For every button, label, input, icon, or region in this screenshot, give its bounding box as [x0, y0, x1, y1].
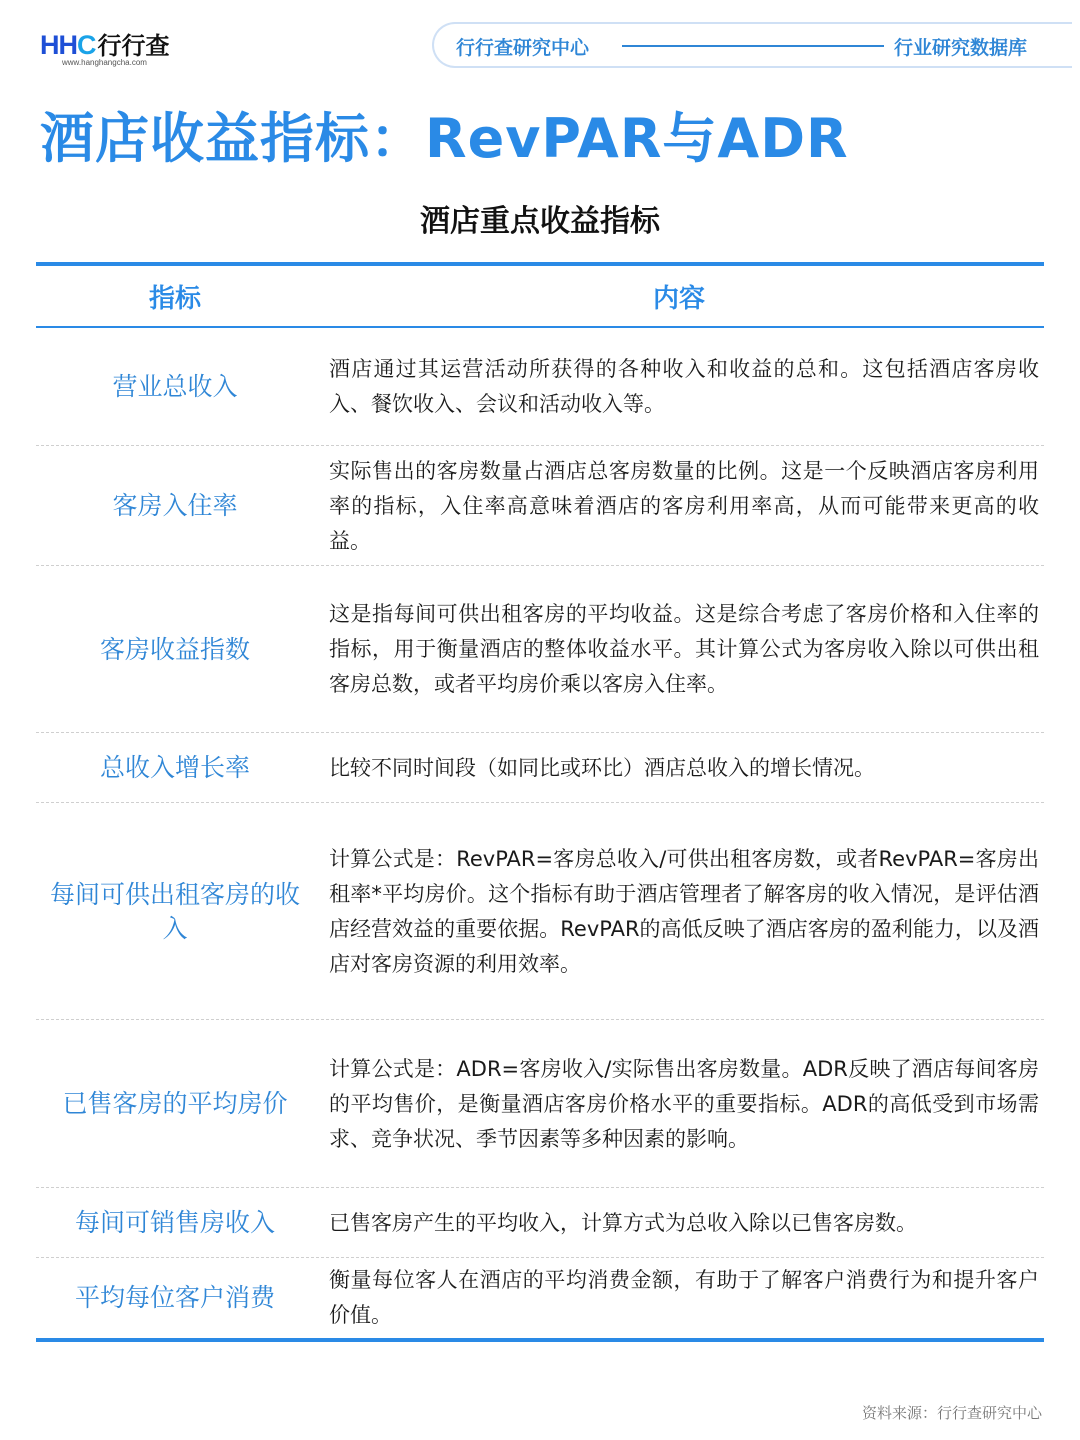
- metric-name: 营业总收入: [112, 372, 238, 401]
- metric-name: 总收入增长率: [99, 753, 250, 782]
- logo-mark: HHC: [40, 30, 96, 60]
- logo: [40, 26, 220, 72]
- logo-name: 行行查: [97, 32, 170, 60]
- header-content: 内容: [652, 284, 705, 314]
- table-row: [36, 328, 1044, 446]
- table-row: [36, 1188, 1044, 1258]
- metric-name: 每间可供出租客房的收入: [49, 879, 300, 943]
- metric-content: 实际售出的客房数量占酒店总客房数量的比例。这是一个反映酒店客房利用率的指标，入住率高意味着酒店的客房利用率高，从而可能带来更高的收益。: [329, 458, 1039, 553]
- metric-content: 计算公式是：ADR=客房收入/实际售出客房数量。ADR反映了酒店每间客房的平均售价，是衡量酒店客房价格水平的重要指标。ADR的高低受到市场需求、竞争状况、季节因素等多种因素的影响。: [329, 1056, 1039, 1151]
- metric-name: 已售客房的平均房价: [62, 1089, 288, 1118]
- header-metric: 指标: [148, 284, 201, 314]
- table-row: [36, 446, 1044, 566]
- table-row: [36, 803, 1044, 1020]
- table-row: [36, 566, 1044, 733]
- metric-name: 平均每位客户消费: [74, 1283, 275, 1312]
- logo-url: www.hanghangcha.com: [62, 58, 147, 67]
- source-note: 资料来源：行行查研究中心: [861, 1404, 1042, 1422]
- header-right-label: 行业研究数据库: [894, 37, 1028, 59]
- header-divider: [622, 45, 884, 47]
- metric-content: 比较不同时间段（如同比或环比）酒店总收入的增长情况。: [329, 755, 875, 780]
- header-left-label: 行行查研究中心: [456, 37, 590, 59]
- table-row: [36, 1020, 1044, 1188]
- metric-content: 这是指每间可供出租客房的平均收益。这是综合考虑了客房价格和入住率的指标，用于衡量酒店的整体收益水平。其计算公式为客房收入除以可供出租客房总数，或者平均房价乘以客房入住率。: [329, 602, 1039, 696]
- metric-name: 客房入住率: [112, 491, 238, 520]
- table-row: [36, 1258, 1044, 1338]
- metric-content: 已售客房产生的平均收入，计算方式为总收入除以已售客房数。: [329, 1210, 917, 1235]
- table-row: [36, 733, 1044, 803]
- table-header: [36, 266, 1044, 326]
- metric-name: 客房收益指数: [99, 634, 250, 664]
- metric-content: 计算公式是：RevPAR=客房总收入/可供出租客房数，或者RevPAR=客房出租率*平均房价。这个指标有助于酒店管理者了解客房的收入情况，是评估酒店经营效益的重要依据。RevPAR的高低反映了酒店客房的盈利能力，以及酒店对客房资源的利用效率。: [329, 846, 1039, 976]
- metric-name: 每间可销售房收入: [74, 1208, 275, 1237]
- table-title: 酒店重点收益指标: [420, 204, 660, 239]
- metric-content: 衡量每位客人在酒店的平均消费金额，有助于了解客户消费行为和提升客户价值。: [329, 1268, 1039, 1327]
- header-banner: [432, 22, 1072, 68]
- page-title: 酒店收益指标：RevPAR与ADR: [40, 107, 849, 170]
- table-bottom-rule: [36, 1338, 1044, 1342]
- metric-content: 酒店通过其运营活动所获得的各种收入和收益的总和。这包括酒店客房收入、餐饮收入、会议和活动收入等。: [329, 357, 1039, 416]
